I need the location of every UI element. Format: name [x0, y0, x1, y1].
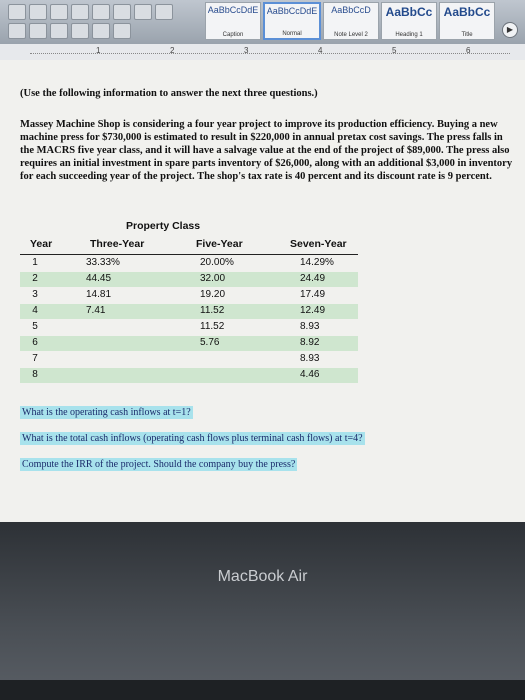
- table-cell: 33.33%: [86, 257, 120, 268]
- table-cell: 8: [32, 369, 38, 380]
- ruler-number: 6: [466, 46, 471, 55]
- laptop-brand-label: MacBook Air: [217, 568, 308, 585]
- ruler-number: 3: [244, 46, 249, 55]
- document-page[interactable]: [0, 60, 525, 522]
- toolbar-button[interactable]: [50, 23, 68, 39]
- ruler-ticks: [30, 53, 510, 57]
- style-preview: AaBbCcDdE: [266, 6, 318, 16]
- table-row: [20, 256, 358, 271]
- intro-text: (Use the following information to answer the next three questions.): [20, 88, 318, 99]
- table-cell: 24.49: [300, 273, 326, 284]
- ruler-number: 4: [318, 46, 323, 55]
- col-header-three-year: Three-Year: [90, 238, 145, 250]
- ruler-number: 5: [392, 46, 397, 55]
- table-cell: 44.45: [86, 273, 112, 284]
- table-cell: 8.93: [300, 321, 320, 332]
- table-title: Property Class: [126, 220, 201, 232]
- question-1: What is the operating cash inflows at t=1?: [22, 407, 191, 418]
- toolbar-button[interactable]: [50, 4, 68, 20]
- ruler-number: 1: [96, 46, 101, 55]
- table-cell: 20.00%: [200, 257, 234, 268]
- table-cell: 8.93: [300, 353, 320, 364]
- table-row: [20, 272, 358, 287]
- toolbar-button[interactable]: [71, 4, 89, 20]
- toolbar-button[interactable]: [8, 4, 26, 20]
- style-name: Heading 1: [395, 32, 423, 38]
- table-row: [20, 336, 358, 351]
- style-preview: AaBbCcD: [331, 5, 371, 15]
- style-preview: AaBbCc: [443, 5, 491, 19]
- styles-next-icon[interactable]: ▶: [502, 22, 518, 38]
- question-2: What is the total cash inflows (operating cash flows plus terminal cash flows) at t=4?: [22, 433, 363, 444]
- table-cell: 7.41: [86, 305, 106, 316]
- toolbar-button[interactable]: [29, 4, 47, 20]
- toolbar-button[interactable]: [113, 4, 131, 20]
- table-cell: 32.00: [200, 273, 226, 284]
- table-cell: 17.49: [300, 289, 326, 300]
- table-row: [20, 352, 358, 367]
- style-tile[interactable]: [439, 2, 495, 40]
- style-name: Caption: [222, 32, 244, 38]
- problem-text: Massey Machine Shop is considering a four year project to improve its production efficiency. Buying a new machine press for $730,000 is estimated to result in $220,000 in annual pretax cost savings. The press falls in the MACRS five year class, and it will have a salvage value at the end of the project of $89,000. The press also requires an initial investment in spare parts inventory of $26,000, along with an additional $3,000 in inventory for each succeeding year of the project. The shop's tax rate is 40 percent and its discount rate is 9 percent.: [20, 119, 513, 182]
- table-row: [20, 368, 358, 383]
- toolbar-button[interactable]: [8, 23, 26, 39]
- style-tile[interactable]: [323, 2, 379, 40]
- laptop-bezel: [0, 522, 525, 700]
- table-cell: 14.29%: [300, 257, 334, 268]
- toolbar-buttons: [8, 4, 188, 38]
- style-name: Title: [461, 32, 473, 38]
- table-cell: 19.20: [200, 289, 226, 300]
- table-cell: 2: [32, 273, 38, 284]
- styles-gallery: [205, 2, 495, 40]
- style-tile[interactable]: [263, 2, 321, 40]
- table-row: [20, 320, 358, 335]
- table-cell: 1: [32, 257, 38, 268]
- col-header-year: Year: [30, 238, 53, 250]
- table-cell: 4: [32, 305, 38, 316]
- col-header-seven-year: Seven-Year: [290, 238, 347, 250]
- table-cell: 12.49: [300, 305, 326, 316]
- table-cell: 5.76: [200, 337, 220, 348]
- toolbar-button[interactable]: [134, 4, 152, 20]
- ruler-number: 2: [170, 46, 175, 55]
- question-3: Compute the IRR of the project. Should the company buy the press?: [22, 459, 296, 470]
- toolbar-button[interactable]: [92, 4, 110, 20]
- toolbar-button[interactable]: [155, 4, 173, 20]
- style-name: Note Level 2: [334, 32, 368, 38]
- style-tile[interactable]: [205, 2, 261, 40]
- table-cell: 5: [32, 321, 38, 332]
- col-header-five-year: Five-Year: [196, 238, 243, 250]
- toolbar-button[interactable]: [113, 23, 131, 39]
- toolbar-button[interactable]: [92, 23, 110, 39]
- style-preview: AaBbCcDdE: [207, 5, 259, 15]
- table-rule: [20, 254, 358, 255]
- table-cell: 6: [32, 337, 38, 348]
- style-preview: AaBbCc: [385, 5, 433, 19]
- table-row: [20, 304, 358, 319]
- table-cell: 8.92: [300, 337, 320, 348]
- toolbar-button[interactable]: [29, 23, 47, 39]
- table-cell: 11.52: [200, 305, 225, 316]
- keyboard-edge: [0, 680, 525, 700]
- style-name: Normal: [282, 31, 302, 37]
- table-cell: 14.81: [86, 289, 112, 300]
- word-ribbon: [0, 0, 525, 45]
- style-tile[interactable]: [381, 2, 437, 40]
- table-cell: 4.46: [300, 369, 320, 380]
- toolbar-button[interactable]: [71, 23, 89, 39]
- table-row: [20, 288, 358, 303]
- ruler: [0, 44, 525, 61]
- table-cell: 3: [32, 289, 38, 300]
- table-cell: 7: [32, 353, 38, 364]
- table-cell: 11.52: [200, 321, 225, 332]
